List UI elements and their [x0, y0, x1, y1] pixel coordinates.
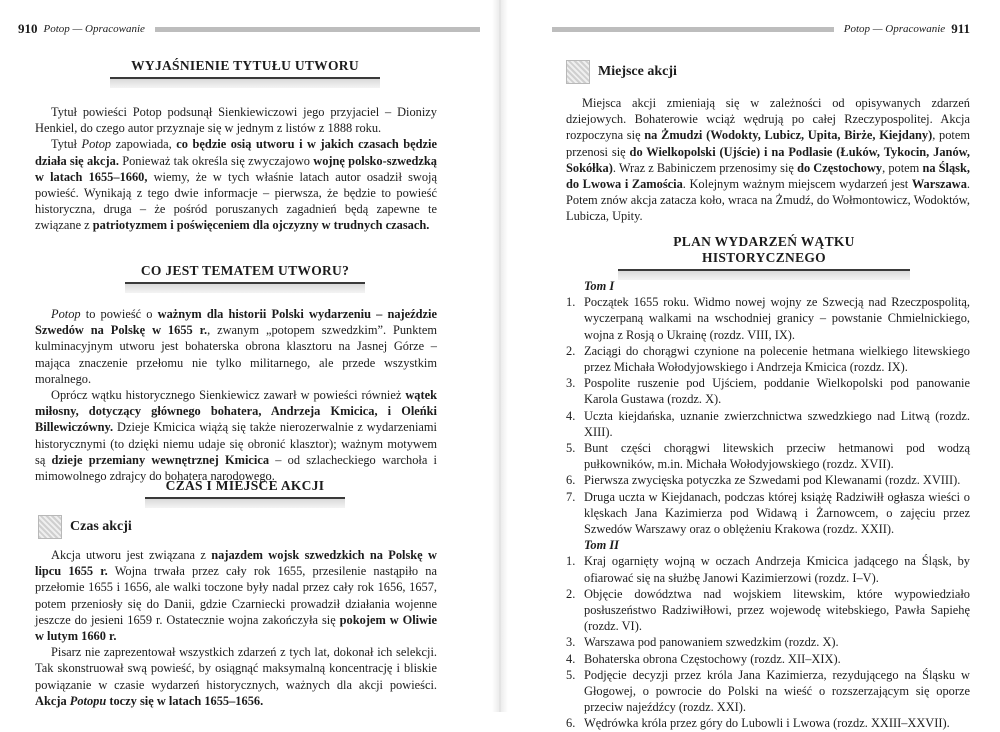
list-item: [566, 489, 970, 538]
list-item-text: Podjęcie decyzji przez króla Jana Kazimierza, rezydującego na Śląsku w Głogowej, o powrocie do Polski na wieść o rozszerzającym się oporze przeciw najeźdźcy (rozdz. XXI).: [584, 667, 970, 715]
list-item-number: 1.: [566, 295, 576, 310]
list-item: [566, 553, 970, 585]
plan-list: [566, 278, 970, 732]
list-item-text: Bunt części chorągwi litewskich przeciw hetmanowi pod wodzą pułkowników, m.in. Michała Wołodyjowskiego (rozdz. XVII).: [584, 441, 970, 472]
list-item-text: Kraj ogarnięty wojną w oczach Andrzeja Kmicica jadącego na Śląsk, by ofiarować się na służbę Janowi Kazimierzowi (rozdz. I–V).: [584, 554, 970, 585]
paragraph: Tytuł powieści Potop podsunął Sienkiewiczowi jego przyjaciel – Dionizy Henkiel, do czego autor przyznaje się w jednym z listów z 1888 roku.: [35, 105, 437, 136]
list-item: [566, 294, 970, 343]
list-item-number: 7.: [566, 489, 576, 504]
list-item-number: 5.: [566, 441, 576, 456]
volume-1-list: [566, 294, 970, 537]
section3-text: [35, 547, 437, 709]
list-item: [566, 440, 970, 472]
section-marker-icon: [566, 60, 590, 84]
heading-text: WYJAŚNIENIE TYTUŁU UTWORU: [131, 58, 359, 73]
list-item-text: Pospolite ruszenie pod Ujściem, poddanie Wielkopolski pod panowanie Karola Gustawa (rozdz. X).: [584, 376, 970, 407]
section-heading-time-place: [145, 478, 345, 508]
volume-label: Tom II: [584, 538, 620, 553]
list-item: [566, 667, 970, 716]
list-item: [566, 375, 970, 407]
section-marker-icon: [38, 515, 62, 539]
list-item: [566, 408, 970, 440]
list-item-number: 3.: [566, 376, 576, 391]
list-item: [566, 715, 970, 731]
right-page-number: 911: [951, 21, 970, 36]
list-item: [566, 634, 970, 650]
list-item-number: 2.: [566, 586, 576, 601]
subheading-place: [566, 60, 677, 84]
list-item-text: Zaciągi do chorągwi czynione na polecenie hetmana wielkiego litewskiego przez Michała Wołodyjowskiego i Andrzeja Kmicica (rozdz. IX).: [584, 343, 970, 375]
list-item-text: Uczta kiejdańska, uznanie zwierzchnictwa szwedzkiego nad Litwą (rozdz. XIII).: [584, 408, 970, 439]
header-bar: [552, 27, 834, 32]
paragraph: Pisarz nie zaprezentował wszystkich zdarzeń z tych lat, dokonał ich selekcji. Tak skonstruował swą powieść, by osiągnąć maksymalną koncentrację i bliskie powiązanie w czasie wydarzeń historycznych, ważnych dla akcji powieści. Akcja Potopu toczy się w latach 1655–1656.: [35, 645, 437, 708]
place-text: [566, 95, 970, 225]
list-item-text: Wędrówka króla przez góry do Lubowli i Lwowa (rozdz. XXIII–XXVII).: [584, 716, 950, 731]
list-item-number: 1.: [566, 554, 576, 569]
heading-shade: [125, 284, 365, 293]
header-bar: [155, 27, 480, 32]
list-item-text: Bohaterska obrona Częstochowy (rozdz. XII–XIX).: [584, 651, 841, 666]
paragraph: Miejsca akcji zmieniają się w zależności od opisywanych zdarzeń dziejowych. Bohaterowie wciąż wędrują po całej Rzeczypospolitej. Akcja rozpoczyna się na Żmudzi (Wodokty, Lubicz, Upita, Birże, Kiejdany), potem przenosi się do Wielkopolski (Ujście) i na Podlasie (Łuków, Tykocin, Janów, Sokółka). Wraz z Babiniczem przenosimy się do Częstochowy, potem na Śląsk, do Lwowa i Zamościa. Kolejnym ważnym miejscem wydarzeń jest Warszawa. Potem znów akcja zatacza koło, wraca na Żmudź, do Wołmontowicz, Wodoktów, Lubicza, Upity.: [566, 96, 971, 224]
paragraph: Oprócz wątku historycznego Sienkiewicz zawarł w powieści również wątek miłosny, dotyczący głównego bohatera, Andrzeja Kmicica, i Oleńki Billewiczówny. Dzieje Kmicica wiążą się także nierozerwalnie z wydarzeniami historycznymi (to dzięki niemu udaje się obronić klasztor); ważnym motywem są dzieje przemiany wewnętrznej Kmicica – od szlacheckiego warchoła i mimowolnego zdrajcy do bohatera narodowego.: [35, 388, 437, 484]
heading-shade: [145, 499, 345, 508]
list-item: [566, 586, 970, 635]
list-item-text: Warszawa pod panowaniem szwedzkim (rozdz. X).: [584, 635, 839, 650]
list-item-number: 6.: [566, 716, 576, 731]
paragraph: Tytuł Potop zapowiada, co będzie osią utworu i w jakich czasach będzie działa się akcja. Ponieważ tak określa się zwyczajowo wojnę polsko-szwedzką w latach 1655–1660, wiemy, że w tych właśnie latach autor osadził swoją powieść. Wynikają z tego dwie informacje – pierwsza, że będzie to powieść historyczna, druga – że pośród poruszanych zagadnień będą zapewne te związane z patriotyzmem i poświęceniem dla ojczyzny w trudnych czasach.: [35, 137, 437, 233]
subheading-time: [38, 515, 132, 539]
section-heading-theme: [125, 263, 365, 293]
list-item: [566, 651, 970, 667]
left-page: [0, 0, 500, 712]
volume-2-list: [566, 553, 970, 731]
list-item-number: 6.: [566, 473, 576, 488]
list-item-text: Objęcie dowództwa nad wojskiem litewskim, które wypowiedziało posłuszeństwo Radziwiłłowi, przez wojewodę witebskiego, Pawła Sapiehę (rozdz. VI).: [584, 586, 970, 634]
list-item-number: 2.: [566, 343, 576, 358]
section-heading-title-explanation: [110, 58, 380, 88]
heading-text: PLAN WYDARZEŃ WĄTKU HISTORYCZNEGO: [673, 234, 855, 265]
section2-text: [35, 306, 437, 484]
list-item: [566, 343, 970, 375]
right-page: [500, 0, 1000, 731]
heading-text: CZAS I MIEJSCE AKCJI: [165, 478, 325, 493]
right-running-header: [552, 20, 970, 38]
section1-text: [35, 104, 437, 234]
left-page-number: 910: [18, 21, 38, 36]
paragraph: Potop to powieść o ważnym dla historii Polski wydarzeniu – najeździe Szwedów na Polskę w 1655 r., zwanym „potopem szwedzkim”. Punktem kulminacyjnym utworu jest bohaterska obrona klasztoru na Jasnej Górze – mająca znaczenie przełomu nie tylko militarnego, ale przede wszystkim moralnego.: [35, 307, 438, 386]
paragraph: Akcja utworu jest związana z najazdem wojsk szwedzkich na Polskę w lipcu 1655 r. Wojna trwała przez cały rok 1655, przesilenie nastąpiło na przełomie 1655 i 1656, ale walki toczone były nadal przez cały rok 1656, 1657, potem przeniosły się do Danii, gdzie Czarniecki prowadził działania wojenne jeszcze do jesieni 1659 r. Ostatecznie wojna zakończyła się pokojem w Oliwie w lutym 1660 r.: [35, 548, 437, 644]
right-running-title: Potop — Opracowanie: [843, 23, 946, 35]
list-item-number: 4.: [566, 408, 576, 423]
list-item-number: 5.: [566, 667, 576, 682]
left-running-title: Potop — Opracowanie: [43, 23, 145, 35]
left-running-header: [18, 20, 480, 38]
list-item-number: 3.: [566, 635, 576, 650]
heading-shade: [110, 79, 380, 88]
list-item-text: Druga uczta w Kiejdanach, podczas której książę Radziwiłł ogłasza wieści o klęskach Jana Kazimierza pod Widawą i Żarnowcem, o zajęciu przez Szwedów Warszawy oraz o oblężeniu Krakowa (rozdz. XXII).: [584, 489, 970, 537]
list-item-text: Początek 1655 roku. Widmo nowej wojny ze Szwecją nad Rzeczpospolitą, wyczerpaną walkami na wschodniej granicy – powstanie Chmielnickiego, wojna z Rosją o Ukrainę (rozdz. VIII, IX).: [584, 295, 970, 342]
list-item: [566, 472, 970, 488]
volume-label: Tom I: [584, 279, 615, 293]
heading-text: CO JEST TEMATEM UTWORU?: [140, 263, 350, 278]
list-item-text: Pierwsza zwycięska potyczka ze Szwedami pod Klewanami (rozdz. XVIII).: [584, 473, 961, 488]
subheading-text: Czas akcji: [70, 519, 132, 534]
subheading-text: Miejsce akcji: [598, 64, 677, 79]
list-item-number: 4.: [566, 651, 576, 666]
section-heading-plan: [618, 234, 910, 280]
